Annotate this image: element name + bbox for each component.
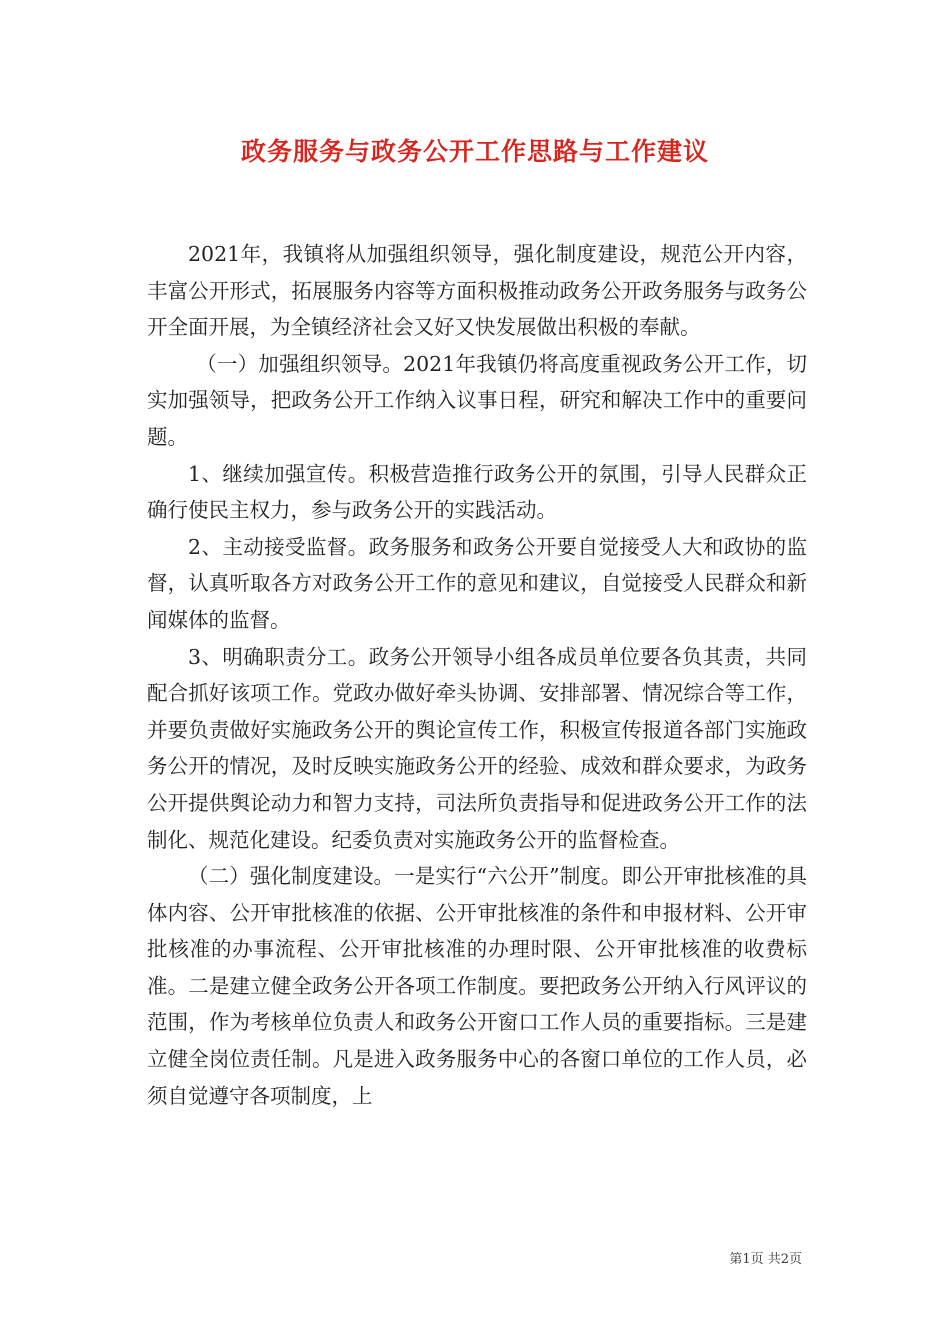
document-body: [147, 236, 807, 1114]
paragraph-item-3: 3、明确职责分工。政务公开领导小组各成员单位要各负其责，共同配合抓好该项工作。党政办做好牵头协调、安排部署、情况综合等工作，并要负责做好实施政务公开的舆论宣传工作，积极宣传报道各部门实施政务公开的情况，及时反映实施政务公开的经验、成效和群众要求，为政务公开提供舆论动力和智力支持，司法所负责指导和促进政务公开工作的法制化、规范化建设。纪委负责对实施政务公开的监督检查。: [147, 644, 807, 852]
paragraph-item-1: 1、继续加强宣传。积极营造推行政务公开的氛围，引导人民群众正确行使民主权力，参与政务公开的实践活动。: [147, 461, 807, 523]
paragraph-section-2: （二）强化制度建设。一是实行“六公开”制度。即公开审批核准的具体内容、公开审批核准的依据、公开审批核准的条件和申报材料、公开审批核准的办事流程、公开审批核准的办理时限、公开审批核准的收费标准。二是建立健全政务公开各项工作制度。要把政务公开纳入行风评议的范围，作为考核单位负责人和政务公开窗口工作人员的重要指标。三是建立健全岗位责任制。凡是进入政务服务中心的各窗口单位的工作人员，必须自觉遵守各项制度，上: [147, 864, 807, 1108]
page-number: 第1页 共2页: [729, 1252, 802, 1267]
paragraph-intro: 2021年，我镇将从加强组织领导，强化制度建设，规范公开内容，丰富公开形式，拓展服务内容等方面积极推动政务公开政务服务与政务公开全面开展，为全镇经济社会又好又快发展做出积极的奉献。: [147, 242, 807, 340]
document-title: 政务服务与政务公开工作思路与工作建议: [240, 137, 709, 166]
paragraph-section-1: （一）加强组织领导。2021年我镇仍将高度重视政务公开工作，切实加强领导，把政务公开工作纳入议事日程，研究和解决工作中的重要问题。: [147, 351, 807, 449]
paragraph-item-2: 2、主动接受监督。政务服务和政务公开要自觉接受人大和政协的监督，认真听取各方对政务公开工作的意见和建议，自觉接受人民群众和新闻媒体的监督。: [147, 534, 807, 632]
